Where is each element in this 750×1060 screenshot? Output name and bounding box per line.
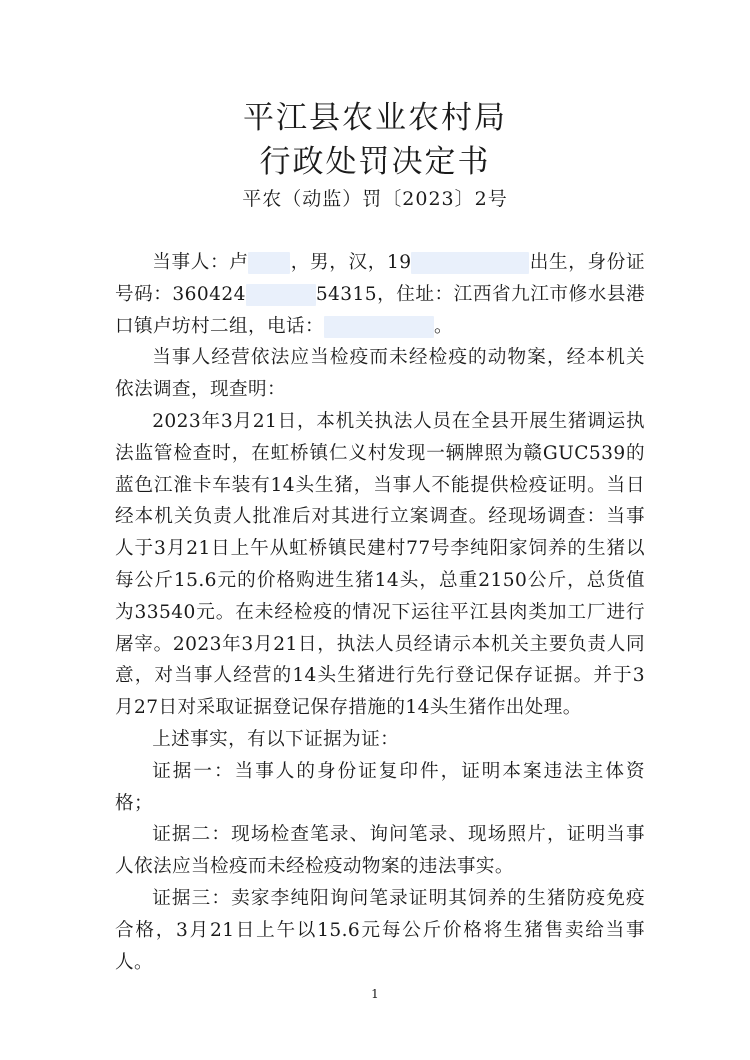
case-facts-paragraph: 2023年3月21日，本机关执法人员在全县开展生猪调运执法监管检查时，在虹桥镇仁义村发现一辆牌照为赣GUC539的蓝色江淮卡车装有14头生猪，当事人不能提供检疫证明。当日经本机关负责人批准后对其进行立案调查。经现场调查：当事人于3月21日上午从虹桥镇民建村77号李纯阳家饲养的生猪以每公斤15.6元的价格购进生猪14头，总重2150公斤，总货值为33540元。在未经检疫的情况下运往平江县肉类加工厂进行屠宰。2023年3月21日，执法人员经请示本机关主要负责人同意，对当事人经营的14头生猪进行先行登记保存证据。并于3月27日对采取证据登记保存措施的14头生猪作出处理。: [115, 410, 645, 719]
case-intro-paragraph: 当事人经营依法应当检疫而未经检疫的动物案，经本机关依法调查，现查明：: [115, 347, 645, 401]
party-end: 。: [433, 315, 453, 337]
redaction-birthdate: [411, 252, 529, 274]
redaction-id-number: [246, 284, 316, 306]
party-birth-id-label: 出生，身份证号码：360424: [115, 252, 645, 305]
party-gender-ethnicity: ，男，汉，19: [290, 252, 412, 273]
document-title-agency: 平江县农业农村局: [243, 100, 507, 136]
redaction-name: [248, 252, 290, 274]
document-number: 平农（动监）罚〔2023〕2号: [242, 188, 508, 210]
evidence-item-1: 证据一：当事人的身份证复印件，证明本案违法主体资格；: [115, 760, 645, 814]
redaction-phone: [324, 316, 434, 338]
evidence-intro-paragraph: 上述事实，有以下证据为证：: [152, 728, 400, 750]
document-body: [115, 247, 645, 978]
document-title-type: 行政处罚决定书: [259, 144, 491, 180]
evidence-item-2: 证据二：现场检查笔录、询问笔录、现场照片，证明当事人依法应当检疫而未经检疫动物案的违法事实。: [115, 824, 645, 878]
party-address: 54315，住址：江西省九江市修水县港口镇卢坊村二组，电话：: [115, 283, 645, 337]
party-label: 当事人：卢: [152, 252, 249, 273]
evidence-item-3: 证据三：卖家李纯阳询问笔录证明其饲养的生猪防疫免疫合格，3月21日上午以15.6元每公斤价格将生猪售卖给当事人。: [115, 887, 645, 973]
page-number: 1: [371, 987, 379, 1001]
party-info-paragraph: [115, 247, 645, 342]
